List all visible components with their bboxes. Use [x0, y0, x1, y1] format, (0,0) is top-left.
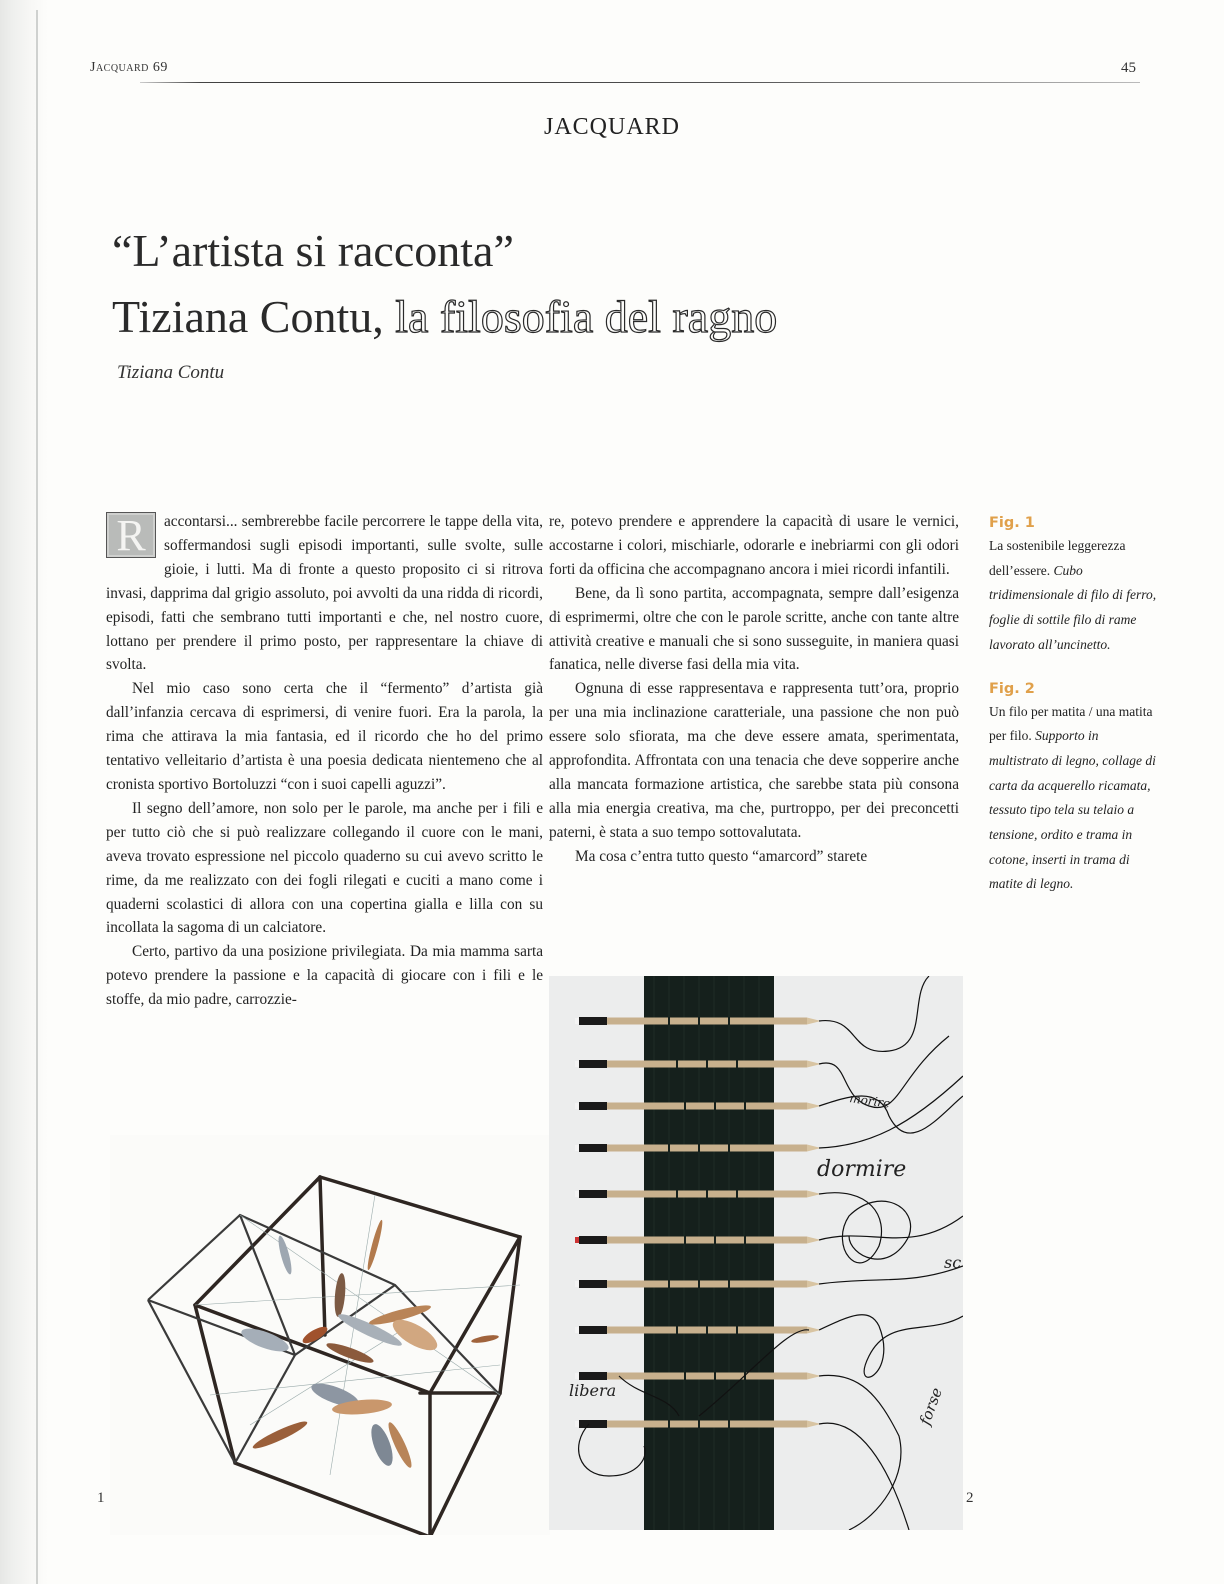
pencil [575, 1420, 821, 1428]
pencil-end-cap [579, 1102, 607, 1110]
pencil-body [607, 1145, 807, 1152]
pencil-end-cap [579, 1017, 607, 1025]
word-forse: forse [915, 1385, 946, 1428]
figure-1-number: 1 [97, 1490, 105, 1506]
pencil-body [607, 1281, 807, 1288]
fig-label: Fig. 1 [989, 515, 1035, 531]
pencil-end-cap [579, 1326, 607, 1334]
paragraph: Ma cosa c’entra tutto questo “amarcord” starete [575, 847, 868, 865]
pencil-body [607, 1103, 807, 1110]
caption-fig-2 [989, 678, 1159, 898]
pencil [575, 1236, 821, 1244]
paragraph [106, 510, 543, 677]
section-label: JACQUARD [543, 114, 680, 140]
pencil-body [607, 1373, 807, 1380]
woven-fabric-band [644, 976, 774, 1530]
fig-label: Fig. 2 [989, 680, 1035, 697]
figure-2-pencil-weave-photo [549, 976, 963, 1530]
pencil [575, 1280, 821, 1288]
pencil-body [607, 1018, 807, 1025]
article-title [112, 218, 1012, 350]
pencil-body [607, 1237, 807, 1244]
byline: Tiziana Contu [117, 362, 225, 383]
pencil-end-cap [579, 1060, 607, 1068]
pencil-end-cap [579, 1372, 607, 1380]
title-artist-name: Tiziana Contu, [112, 291, 396, 342]
page-number: 45 [1121, 60, 1136, 76]
text-column-2 [549, 510, 959, 869]
paragraph: Ognuna di esse rappresentava e rappresenta tutt’ora, proprio per una mia inclinazione caratteriale, una passione che non può essere solo sfiorata, ma che deve essere amata, sperimentata, approfondita. Affrontata con una tenacia che deve sopperire anche alla mancata formazione artistica, che sarebbe stata più consona alla mia energia creativa, ma che, purtroppo, per dei preconcetti paterni, è stata a suo tempo sottovalutata. [549, 680, 959, 841]
header-rule [140, 82, 1140, 83]
word-dormire: dormire [817, 1157, 907, 1182]
figure-1-wire-cube-photo [110, 1135, 550, 1535]
pencil [575, 1102, 821, 1110]
paragraph: Certo, partivo da una posizione privilegiata. Da mia mamma sarta potevo prendere la passione e la capacità di giocare con i fili e le stoffe, da mio padre, carrozzie- [106, 943, 543, 1009]
pencil-end-cap [579, 1144, 607, 1152]
title-line-1: “L’artista si racconta” [112, 225, 514, 276]
pencil [575, 1144, 821, 1152]
pencil-end-cap [579, 1420, 607, 1428]
pencil-end-cap [579, 1280, 607, 1288]
pencil-end-cap [579, 1190, 607, 1198]
pencil [575, 1017, 821, 1025]
figure-2-number: 2 [966, 1490, 974, 1506]
title-line-2 [112, 291, 777, 342]
pencil-end-cap [579, 1236, 607, 1244]
paragraph: re, potevo prendere e apprendere la capacità di usare le vernici, accostarne i colori, mischiarle, odorarle e inebriarmi con gli odori forti da officina che accompagnano ancora i miei ricordi infantili. [549, 513, 959, 578]
binding-edge [36, 10, 38, 1584]
caption-title: Un filo per matita / una matita per filo. [989, 703, 1153, 744]
pencil [575, 1372, 821, 1380]
caption-description: Supporto in multistrato di legno, collage di carta da acquerello ricamata, tessuto tipo tela su telaio a tensione, ordito e trama in cotone, inserti in trama di matite di legno. [989, 728, 1156, 892]
word-sc: sc [944, 1253, 962, 1272]
paragraph: Il segno dell’amore, non solo per le parole, ma anche per i fili e per tutto ciò che si può realizzare collegando il cuore con le mani, aveva trovato espressione nel piccolo quaderno su cui avevo scritto le rime, da me realizzato con dei fogli rilegati e cuciti a mano come i quaderni scolastici di allora con una copertina gialla e lilla con su incollata la sagoma di un calciatore. [106, 799, 543, 937]
pencil-body [607, 1421, 807, 1428]
page-gutter-shadow [0, 0, 48, 1584]
word-morire: morire [848, 1091, 892, 1111]
running-head: Jacquard 69 [90, 60, 168, 75]
text-column-1 [106, 510, 543, 1012]
figure-captions [989, 512, 1159, 917]
pencil [575, 1190, 821, 1198]
paragraph: Bene, da lì sono partita, accompagnata, sempre dall’esigenza di esprimermi, oltre che con le parole scritte, anche con tante altre attività creative e manuali che si sono susseguite, in maniera quasi fanatica, nelle diverse fasi della mia vita. [549, 584, 959, 674]
paragraph: Nel mio caso sono certa che il “fermento” d’artista già dall’infanzia cercava di esprimersi, di venire fuori. Era la parola, la rima che attirava la mia fantasia, ed il ricordo che ho del primo tentativo velleitario d’artista è una poesia dedicata nientemeno che al cronista sportivo Bortoluzzi “con i suoi capelli aguzzi”. [106, 680, 543, 793]
caption-description: Cubo tridimensionale di filo di ferro, foglie di sottile filo di rame lavorato all’uncinetto. [989, 562, 1157, 652]
pencil [575, 1326, 821, 1334]
pencil [575, 1060, 821, 1068]
word-libera: libera [569, 1381, 617, 1400]
caption-fig-1 [989, 512, 1159, 658]
title-outline-text: la filosofia del ragno [395, 291, 778, 342]
paragraph-text: accontarsi... sembrerebbe facile percorrere le tappe della vita, soffermandosi sugli episodi importanti, sulle svolte, sulle gioie, i lutti. Ma di fronte a questo proposito ci si ritrova invasi, dapprima dal grigio assoluto, poi avvolti da una ridda di ricordi, episodi, fatti che sembrano tutti importanti e che, nel nostro cuore, lottano per prendere il primo posto, per rappresentare la chiave di svolta. [106, 513, 543, 674]
drop-cap: R [106, 512, 156, 558]
caption-title: La sostenibile leggerezza dell’essere. [989, 538, 1126, 578]
